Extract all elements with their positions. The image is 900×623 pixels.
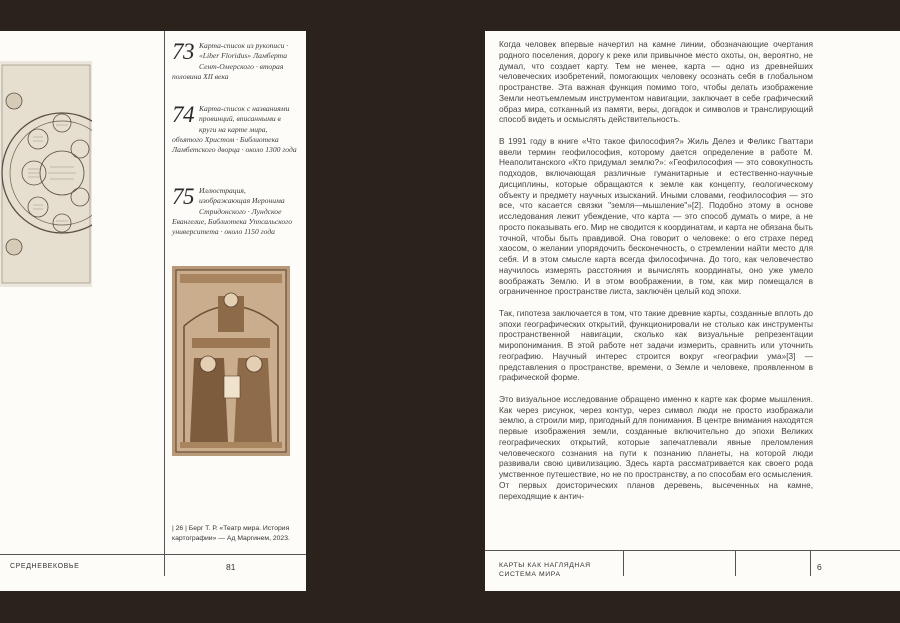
footnote: | 26 | Берг Т. Р. «Театр мира. История картографии» — Ад Маргинем, 2023.: [172, 525, 290, 542]
footer-rule: [485, 550, 900, 551]
liber-floridus-map-illustration: [0, 61, 92, 287]
saint-jerome-miniature-illustration: [172, 266, 290, 456]
footer-divider: [623, 550, 624, 576]
paragraph: Это визуальное исследование обращено именно к карте как форме мышления. Как через рисунок, через контур, через символ люди не просто изображали землю, а строили мир, пригодный для понимания. В центре внимания находятся первые изображения земли, созданные включительно до эпохи Великих географических открытий, которые запечатлевали явные преломления человеческого сознания на пути к познанию планеты, на которой люди развивали свою цивилизацию. Здесь карта рассматривается как своего рода умственное путешествие, но не по пространству, а по способам его осмысления. От первых доисторических планов деревень, высеченных на камне, переходящие к антич-: [499, 393, 813, 501]
caption-74: [172, 104, 297, 155]
left-page: [0, 31, 306, 591]
caption-text: Иллюстрация, изображающая Иеронима Стридонского · Лундское Евангелие, Библиотека Уппсальского университета · около 1150 года: [172, 186, 293, 237]
paragraph: Так, гипотеза заключается в том, что такие древние карты, созданные вплоть до эпохи географических открытий, функционировали не столько как инструменты пространственной навигации, сколько как визуальные репрезентации миропонимания. В этой работе нет задачи измерить, сравнить или уточнить географию. Научный интерес строится вокруг «географии ума»[3] — представления о пространстве, времени, о Земле и человеке, проявленном в графической форме.: [499, 307, 813, 383]
page-number: 6: [817, 562, 822, 572]
running-section-label: КАРТЫ КАК НАГЛЯДНАЯ СИСТЕМА МИРА: [499, 562, 591, 578]
paragraph: В 1991 году в книге «Что такое философия?» Жиль Делез и Феликс Гваттари ввели термин геофилософия, которому дается определение в работе М. Неаполитанского «Кто придумал землю?»: «Геофилософия — это совокупность подходов, включающая различные гуманитарные и естественно-научные дисциплины, которые обращаются к земле как концепту, геологическому объекту и предмету научных изысканий. Иными словами, геофилософия — это все, что касается связки "земля—мышление"»[2]. Подобно этому в основе исследования лежит убеждение, что карта — это способ думать о мире, а не просто показывать его. Мир не сводится к координатам, и карта не обязана быть точной, чтобы быть правдивой. Она говорит о человеке: о его страхе перед хаосом, о желании упорядочить бесконечность, о стремлении найти место для себя. И в этом смысле карта всегда философична. До того, как человечество научилось измерять расстояния и вычислять координаты, оно уже умело воображать Землю. И в этом воображении, в том, как мир помещался в ограниченное пространстве листа, заключён целый код эпохи.: [499, 135, 813, 297]
footer-divider: [810, 550, 811, 576]
caption-73: [172, 41, 297, 82]
right-page: [485, 31, 900, 591]
caption-text: Карта-список из рукописи · «Liber Floridus» Ламберта Сент-Омерского · вторая половина XII века: [172, 41, 289, 81]
caption-number: 73: [172, 39, 194, 64]
caption-column-rule: [164, 31, 165, 576]
paragraph: Когда человек впервые начертил на камне линии, обозначающие очертания родного поселения, дорогу к реке или привычное место охоты, он, вероятно, не думал, что создает карту. Тем не менее, карта — одно из древнейших человеческих изобретений, помогающих человеку осознать себя в глобальном пространстве. Эта важная функция помимо того, чтобы делать изображение Земли неотъемлемым инструментом навигации, заключает в себе графический образ мира, сотканный из памяти, веры, догадок и символов и транслирующий способ видеть и осмыслять действительность.: [499, 39, 813, 125]
caption-number: 74: [172, 102, 194, 127]
page-number: 81: [226, 562, 236, 572]
caption-75: [172, 186, 297, 237]
body-text: [499, 39, 813, 512]
footer-divider: [735, 550, 736, 576]
caption-text: Карта-список с названиями провинций, вписанными в круги на карте мира, объятого Христом · Библиотека Ламбетского дворца · около 1300 года: [172, 104, 297, 155]
running-section-label: СРЕДНЕВЕКОВЬЕ: [10, 563, 80, 570]
caption-number: 75: [172, 184, 194, 209]
footer-rule: [0, 554, 306, 555]
